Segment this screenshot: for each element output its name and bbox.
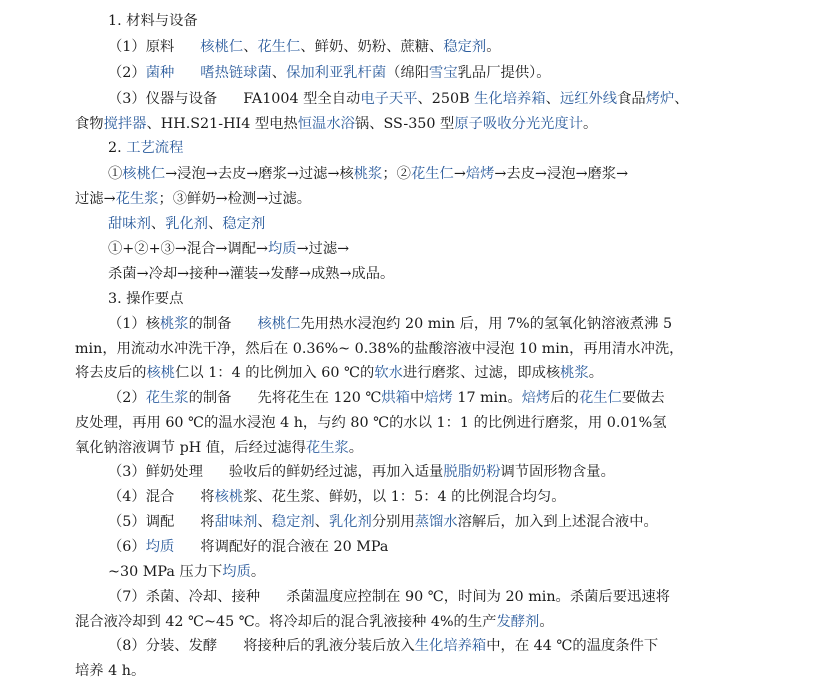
text-segment: 将接种后的乳液分装后放入 bbox=[243, 638, 415, 654]
term-link[interactable]: 核桃 bbox=[214, 489, 244, 505]
term-link[interactable]: 桃浆 bbox=[160, 316, 189, 332]
text-segment: ；③鲜奶→检测→过滤。 bbox=[158, 191, 312, 207]
term-link[interactable]: 核桃仁 bbox=[122, 166, 166, 182]
text-segment: 、HH.S21-HI4 型电热 bbox=[146, 116, 298, 132]
text-segment: （8）分装、发酵 bbox=[108, 638, 218, 654]
text-segment: 中，在 44 ℃的温度条件下 bbox=[486, 638, 659, 654]
text-segment: 杀菌→冷却→接种→灌装→发酵→成熟→成品。 bbox=[108, 266, 395, 282]
text-line bbox=[75, 339, 683, 359]
text-segment: ；② bbox=[382, 166, 411, 182]
text-line bbox=[108, 289, 183, 309]
text-line bbox=[108, 587, 670, 607]
term-link[interactable]: 烤炉 bbox=[645, 91, 675, 107]
text-segment: FA1004 型全自动 bbox=[243, 91, 361, 107]
term-link[interactable]: 桃浆 bbox=[353, 166, 383, 182]
term-link[interactable]: 焙烤 bbox=[521, 390, 551, 406]
text-segment: 1. 材料与设备 bbox=[108, 13, 198, 29]
text-segment: →过滤→ bbox=[296, 241, 350, 257]
text-segment: （4）混合 bbox=[108, 489, 175, 505]
term-link[interactable]: 均质 bbox=[267, 241, 297, 257]
text-line bbox=[108, 314, 672, 334]
term-link[interactable]: 菌种 bbox=[145, 65, 175, 81]
text-line bbox=[75, 363, 603, 383]
term-link[interactable]: 稳定剂 bbox=[271, 514, 315, 530]
term-link[interactable]: 桃浆 bbox=[560, 365, 589, 381]
text-line bbox=[108, 11, 198, 31]
text-segment: 将调配好的混合液在 20 MPa bbox=[200, 539, 389, 555]
text-segment: 要做去 bbox=[621, 390, 665, 406]
term-link[interactable]: 雪宝 bbox=[429, 65, 458, 81]
text-segment: 。 bbox=[588, 365, 604, 381]
text-segment: （6） bbox=[108, 539, 146, 555]
term-link[interactable]: 发酵剂 bbox=[496, 614, 540, 630]
text-line bbox=[108, 239, 349, 259]
text-segment: 浆、花生浆、鲜奶，以 1：5：4 的比例混合均匀。 bbox=[243, 489, 566, 505]
term-link[interactable]: 嗜热链球菌 bbox=[200, 65, 272, 81]
text-segment: （绵阳 bbox=[386, 65, 430, 81]
term-link[interactable]: 工艺流程 bbox=[126, 140, 184, 156]
text-line bbox=[108, 37, 501, 57]
term-link[interactable]: 软水 bbox=[374, 365, 403, 381]
text-segment: 过滤→ bbox=[75, 191, 116, 207]
text-segment: ①+②+③→混合→调配→ bbox=[108, 241, 268, 257]
text-segment: 将 bbox=[200, 489, 215, 505]
text-segment: 、 bbox=[257, 514, 272, 530]
text-segment: 进行磨浆、过滤，即成核 bbox=[402, 365, 561, 381]
text-segment: 锅、SS-350 型 bbox=[354, 116, 455, 132]
text-line bbox=[108, 462, 615, 482]
term-link[interactable]: 电子天平 bbox=[360, 91, 418, 107]
text-line bbox=[75, 661, 145, 681]
term-link[interactable]: 甜味剂 bbox=[214, 514, 258, 530]
text-line bbox=[108, 537, 388, 557]
text-segment: 分别用 bbox=[371, 514, 415, 530]
term-link[interactable]: 核桃 bbox=[146, 365, 176, 381]
term-link[interactable]: 花生浆 bbox=[115, 191, 159, 207]
text-line bbox=[108, 214, 265, 234]
term-link[interactable]: 恒温水浴 bbox=[297, 116, 355, 132]
text-segment: 。 bbox=[539, 614, 554, 630]
text-segment: 溶解后，加入到上述混合液中。 bbox=[457, 514, 658, 530]
text-line bbox=[75, 438, 363, 458]
text-segment: （1）原料 bbox=[108, 39, 175, 55]
term-link[interactable]: 花生仁 bbox=[257, 39, 301, 55]
text-segment: 3. 操作要点 bbox=[108, 291, 184, 307]
term-link[interactable]: 稳定剂 bbox=[222, 216, 266, 232]
text-segment: 将去皮后的 bbox=[75, 365, 147, 381]
term-link[interactable]: 乳化剂 bbox=[165, 216, 209, 232]
text-segment: →浸泡→去皮→磨浆→过滤→核 bbox=[165, 166, 354, 182]
term-link[interactable]: 均质 bbox=[222, 564, 251, 580]
term-link[interactable]: 焙烤 bbox=[424, 390, 453, 406]
term-link[interactable]: 核桃仁 bbox=[200, 39, 244, 55]
text-segment: （3）鲜奶处理 bbox=[108, 464, 203, 480]
text-line bbox=[108, 562, 265, 582]
term-link[interactable]: 核桃仁 bbox=[257, 316, 301, 332]
text-line bbox=[108, 388, 665, 408]
text-segment: 杀菌温度应控制在 90 ℃，时间为 20 min。杀菌后要迅速将 bbox=[286, 589, 670, 605]
text-line bbox=[108, 264, 394, 284]
text-line bbox=[108, 63, 551, 83]
text-segment: 先用热水浸泡约 20 min 后，用 7%的氢氧化钠溶液煮沸 5 bbox=[300, 316, 673, 332]
term-link[interactable]: 生化培养箱 bbox=[474, 91, 546, 107]
text-segment: 。 bbox=[250, 564, 266, 580]
text-segment: ① bbox=[108, 166, 123, 182]
text-line bbox=[108, 138, 183, 158]
text-line bbox=[75, 413, 667, 433]
text-segment: 、 bbox=[150, 216, 166, 232]
text-line bbox=[108, 512, 658, 532]
text-segment: 皮处理，再用 60 ℃的温水浸泡 4 h，与约 80 ℃的水以 1：1 的比例进行磨浆，用 0.01%氢 bbox=[75, 415, 667, 431]
text-segment: （1）核 bbox=[108, 316, 160, 332]
term-link[interactable]: 花生浆 bbox=[145, 390, 189, 406]
text-segment: 、 bbox=[314, 514, 329, 530]
text-segment: 先将花生在 120 ℃ bbox=[257, 390, 382, 406]
text-segment: 、鲜奶、奶粉、蔗糖、 bbox=[300, 39, 444, 55]
text-segment: 的制备 bbox=[188, 316, 232, 332]
term-link[interactable]: 均质 bbox=[145, 539, 175, 555]
text-segment: （2） bbox=[108, 390, 146, 406]
text-segment: 将 bbox=[200, 514, 215, 530]
text-segment: 、 bbox=[674, 91, 689, 107]
term-link[interactable]: 生化培养箱 bbox=[414, 638, 487, 654]
term-link[interactable]: 花生仁 bbox=[578, 390, 622, 406]
term-link[interactable]: 烘箱 bbox=[381, 390, 410, 406]
text-line bbox=[75, 189, 311, 209]
text-segment: （2） bbox=[108, 65, 146, 81]
text-segment: 调节固形物含量。 bbox=[500, 464, 615, 480]
term-link[interactable]: 甜味剂 bbox=[108, 216, 151, 232]
term-link[interactable]: 花生浆 bbox=[305, 440, 349, 456]
text-segment: 2. bbox=[108, 140, 127, 156]
term-link[interactable]: 焙烤 bbox=[465, 166, 495, 182]
text-line bbox=[108, 487, 566, 507]
text-segment: 食物 bbox=[75, 116, 104, 132]
text-segment: 。 bbox=[583, 116, 598, 132]
text-segment: → bbox=[453, 166, 466, 182]
term-link[interactable]: 花生仁 bbox=[410, 166, 454, 182]
text-line bbox=[108, 89, 689, 109]
text-segment: 食品 bbox=[617, 91, 646, 107]
text-segment: 混合液冷却到 42 ℃~45 ℃。将冷却后的混合乳液接种 4%的生产 bbox=[75, 614, 497, 630]
text-segment: 、 bbox=[243, 39, 258, 55]
text-segment: （7）杀菌、冷却、接种 bbox=[108, 589, 261, 605]
text-segment: 、 bbox=[208, 216, 223, 232]
term-link[interactable]: 蒸馏水 bbox=[414, 514, 458, 530]
text-segment: ~30 MPa 压力下 bbox=[108, 564, 223, 580]
text-segment: （3）仪器与设备 bbox=[108, 91, 218, 107]
text-segment: 仁以 1：4 的比例加入 60 ℃的 bbox=[175, 365, 375, 381]
text-segment: 培养 4 h。 bbox=[75, 663, 146, 679]
text-segment: 。 bbox=[486, 39, 501, 55]
text-segment: 乳品厂提供）。 bbox=[457, 65, 551, 81]
text-segment: 中 bbox=[409, 390, 425, 406]
text-segment: 的制备 bbox=[188, 390, 232, 406]
text-segment: min，用流动水冲洗干净，然后在 0.36%~ 0.38%的盐酸溶液中浸泡 10 min，再用清水冲洗， bbox=[75, 341, 684, 357]
term-link[interactable]: 稳定剂 bbox=[443, 39, 487, 55]
text-line bbox=[108, 164, 628, 184]
text-segment: （5）调配 bbox=[108, 514, 175, 530]
term-link[interactable]: 保加利亚乳杆菌 bbox=[286, 65, 387, 81]
text-line bbox=[75, 114, 597, 134]
text-line bbox=[75, 612, 554, 632]
term-link[interactable]: 原子吸收分光光度计 bbox=[454, 116, 584, 132]
text-line bbox=[108, 636, 658, 656]
text-segment: 后的 bbox=[550, 390, 579, 406]
term-link[interactable]: 远红外线 bbox=[559, 91, 618, 107]
term-link[interactable]: 乳化剂 bbox=[328, 514, 372, 530]
term-link[interactable]: 脱脂奶粉 bbox=[443, 464, 501, 480]
text-segment: 、 bbox=[271, 65, 287, 81]
text-segment: 17 min。 bbox=[452, 390, 522, 406]
text-segment: →去皮→浸泡→磨浆→ bbox=[494, 166, 629, 182]
term-link[interactable]: 搅拌器 bbox=[103, 116, 147, 132]
text-segment: 验收后的鲜奶经过滤，再加入适量 bbox=[228, 464, 444, 480]
text-segment: 。 bbox=[348, 440, 364, 456]
text-segment: 、 bbox=[545, 91, 560, 107]
text-segment: 、250B bbox=[417, 91, 475, 107]
text-segment: 氧化钠溶液调节 pH 值，后经过滤得 bbox=[75, 440, 306, 456]
